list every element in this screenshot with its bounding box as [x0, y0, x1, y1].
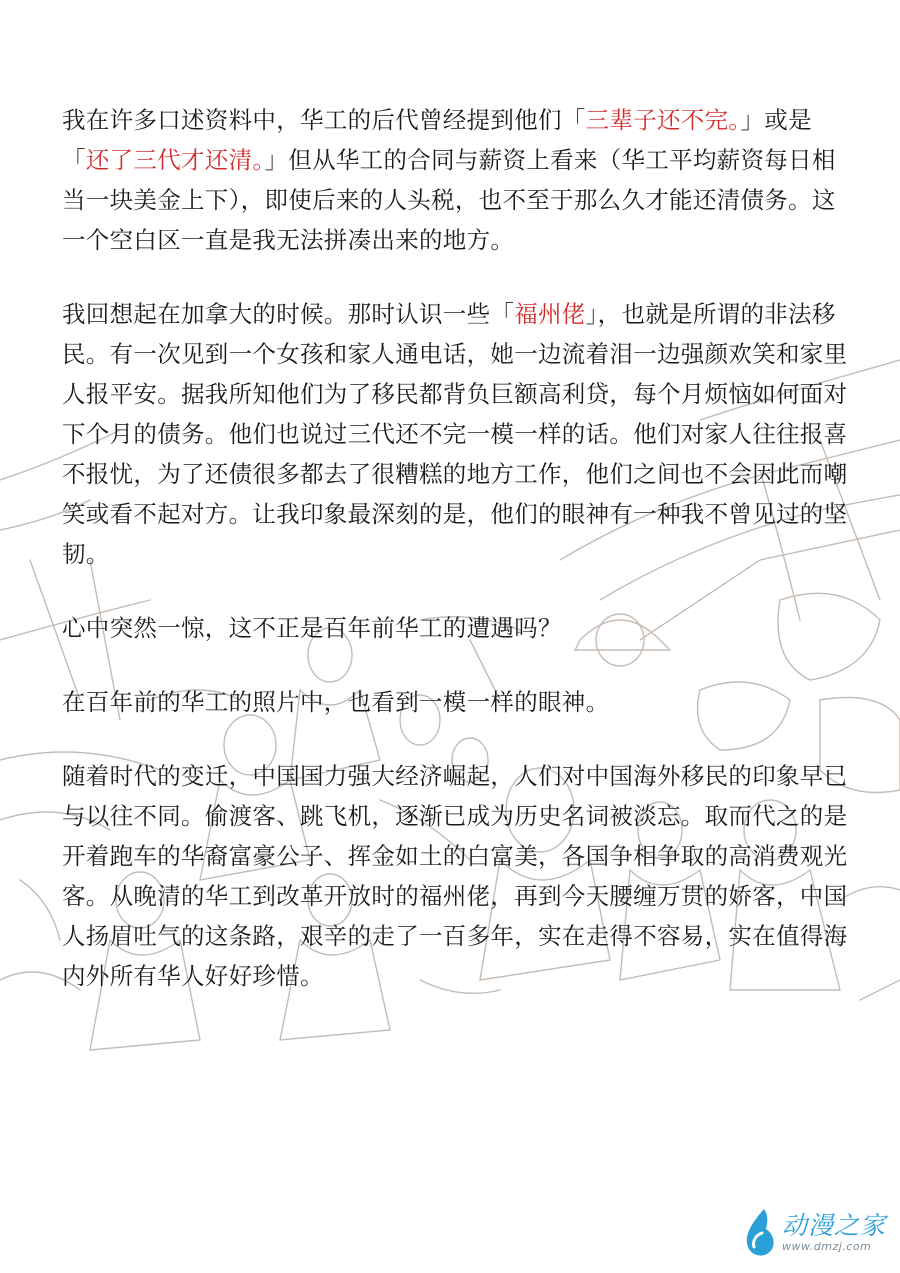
water-drop-icon	[742, 1207, 776, 1259]
paragraph-1-text-e: 」但从华工的合同与薪资上看来（华工平均薪资每日相当一块美金上下），即使后来的人头税，也不至于那么久才能还清债务。这一个空白区一直是我无法拼凑出来的地方。	[62, 146, 836, 254]
paragraph-4: 在百年前的华工的照片中，也看到一模一样的眼神。	[62, 688, 610, 716]
paragraph-1-text-a: 我在许多口述资料中，华工的后代曾经提到他们「	[62, 106, 586, 134]
paragraph-1	[62, 100, 852, 260]
paragraph-3: 心中突然一惊，这不正是百年前华工的遭遇吗？	[62, 614, 562, 642]
watermark-site-name: 动漫之家	[781, 1211, 886, 1240]
article-body	[62, 100, 852, 996]
paragraph-2-text-a: 我回想起在加拿大的时候。那时认识一些「	[62, 300, 515, 328]
paragraph-2-text-c: 」，也就是所谓的非法移民。有一次见到一个女孩和家人通电话，她一边流着泪一边强颜欢笑和家里人报平安。据我所知他们为了移民都背负巨额高利贷，每个月烦恼如何面对下个月的债务。他们也说过三代还不完一模一样的话。他们对家人往往报喜不报忧，为了还债很多都去了很糟糕的地方工作，他们之间也不会因此而嘲笑或看不起对方。让我印象最深刻的是，他们的眼神有一种我不曾见过的坚韧。	[62, 300, 848, 568]
highlight-three-generations-repaid: 还了三代才还清。	[85, 146, 265, 174]
paragraph-2	[62, 294, 852, 574]
highlight-three-generations: 三辈子还不完。	[585, 106, 741, 134]
highlight-fuzhou-lao: 福州佬	[514, 300, 586, 328]
paragraph-5: 随着时代的变迁，中国国力强大经济崛起，人们对中国海外移民的印象早已与以往不同。偷渡客、跳飞机，逐渐已成为历史名词被淡忘。取而代之的是开着跑车的华裔富豪公子、挥金如土的白富美，各国争相争取的高消费观光客。从晚清的华工到改革开放时的福州佬，再到今天腰缠万贯的娇客，中国人扬眉吐气的这条路，艰辛的走了一百多年，实在走得不容易，实在值得海内外所有华人好好珍惜。	[62, 762, 848, 990]
paragraph-1-text-c: 」或是「	[62, 106, 812, 174]
site-watermark-logo	[742, 1207, 886, 1259]
watermark-site-url: www.dmzj.com	[781, 1240, 872, 1253]
